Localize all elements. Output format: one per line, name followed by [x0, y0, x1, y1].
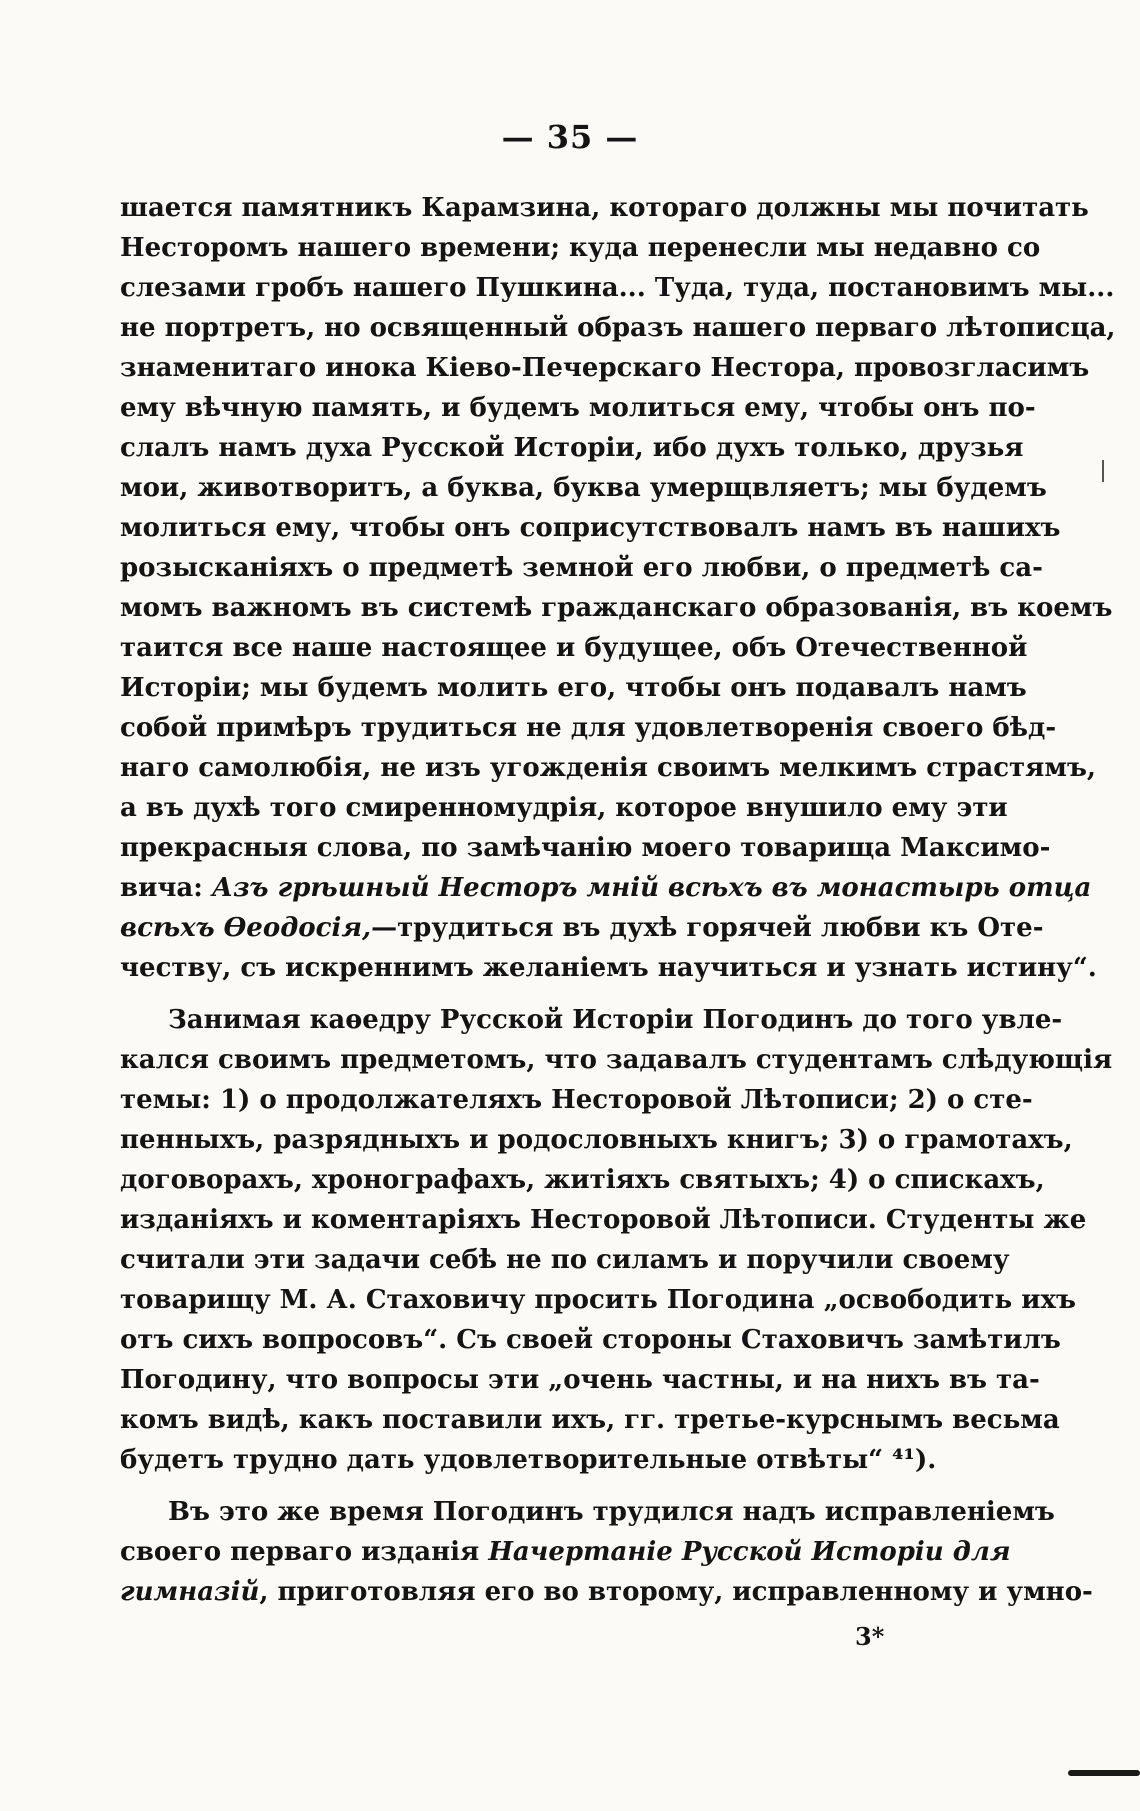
text-line: комъ видѣ, какъ поставили ихъ, гг. третье-курснымъ весьма — [120, 1405, 1060, 1435]
text-line: знаменитаго инока Кіево-Печерскаго Нестора, провозгласимъ — [120, 353, 1090, 383]
text-run: , приготовляя его во второму, исправленному и умно- — [259, 1577, 1093, 1607]
text-line: не портретъ, но освященный образъ нашего перваго лѣтописца, — [120, 313, 1116, 343]
text-line: договорахъ, хронографахъ, житіяхъ святыхъ; 4) о спискахъ, — [120, 1165, 1045, 1195]
paragraph-3 — [120, 1492, 1093, 1612]
text-line: наго самолюбія, не изъ угожденія своимъ мелкимъ страстямъ, — [120, 753, 1096, 783]
italic-quote: Азъ грѣшный Несторъ мнiй всѣхъ въ монастырь отца — [211, 873, 1092, 903]
italic-quote: всѣхъ Ѳеодосія, — [120, 913, 372, 943]
text-run: —трудиться въ духѣ горячей любви къ Оте- — [371, 913, 1044, 943]
text-line: собой примѣръ трудиться не для удовлетворенія своего бѣд- — [120, 713, 1057, 743]
italic-title: гимназій — [120, 1577, 260, 1607]
text-run: своего перваго изданія — [120, 1537, 489, 1567]
page-number: — 35 — — [501, 118, 639, 156]
text-line: прекрасныя слова, по замѣчанію моего товарища Максимо- — [120, 833, 1051, 863]
text-line: изданіяхъ и коментаріяхъ Несторовой Лѣтописи. Студенты же — [120, 1205, 1087, 1235]
text-line: товарищу М. А. Стаховичу просить Погодина „освободить ихъ — [120, 1285, 1076, 1315]
text-line — [120, 868, 1092, 908]
text-line: отъ сихъ вопросовъ“. Съ своей стороны Стаховичъ замѣтилъ — [120, 1325, 1061, 1355]
text-line: честву, съ искреннимъ желаніемъ научиться и узнать истину“. — [120, 953, 1097, 983]
text-line: таится все наше настоящее и будущее, объ Отечественной — [120, 633, 1028, 663]
signature-mark: 3* — [855, 1622, 885, 1651]
text-line: Погодину, что вопросы эти „очень частны, и на нихъ въ та- — [120, 1365, 1040, 1395]
text-line: мои, животворитъ, а буква, буква умерщвляетъ; мы будемъ — [120, 473, 1047, 503]
text-line: будетъ трудно дать удовлетворительные отвѣты“ ⁴¹). — [120, 1445, 937, 1475]
text-line: слалъ намъ духа Русской Исторіи, ибо духъ только, друзья — [120, 433, 1024, 463]
text-line: считали эти задачи себѣ не по силамъ и поручили своему — [120, 1245, 1010, 1275]
text-line — [120, 908, 1044, 948]
text-line: шается памятникъ Карамзина, котораго должны мы почитать — [120, 193, 1089, 223]
paragraph-2 — [120, 1000, 1113, 1480]
italic-title: Начертаніе Русской Исторіи для — [488, 1537, 1011, 1567]
text-line: Несторомъ нашего времени; куда перенесли мы недавно со — [120, 233, 1041, 263]
text-line: розысканіяхъ о предметѣ земной его любви, о предметѣ са- — [120, 553, 1043, 583]
text-line: кался своимъ предметомъ, что задавалъ студентамъ слѣдующія — [120, 1045, 1113, 1075]
text-line: Занимая каѳедру Русской Исторіи Погодинъ до того увле- — [168, 1005, 1063, 1035]
text-line: Исторіи; мы будемъ молить его, чтобы онъ подавалъ намъ — [120, 673, 1027, 703]
margin-mark — [1102, 460, 1104, 482]
text-line: молиться ему, чтобы онъ соприсутствовалъ намъ въ нашихъ — [120, 513, 1061, 543]
text-line: Въ это же время Погодинъ трудился надъ исправленіемъ — [168, 1497, 1055, 1527]
text-line — [120, 1572, 1093, 1612]
text-line: темы: 1) о продолжателяхъ Несторовой Лѣтописи; 2) о сте- — [120, 1085, 1033, 1115]
text-line: пенныхъ, разрядныхъ и родословныхъ книгъ; 3) о грамотахъ, — [120, 1125, 1073, 1155]
text-line: ему вѣчную память, и будемъ молиться ему, чтобы онъ по- — [120, 393, 1036, 423]
text-line: а въ духѣ того смиренномудрія, которое внушило ему эти — [120, 793, 1008, 823]
text-line: момъ важномъ въ системѣ гражданскаго образованія, въ коемъ — [120, 593, 1113, 623]
text-run: вича: — [120, 873, 212, 903]
paragraph-1 — [120, 188, 1116, 988]
text-line: слезами гробъ нашего Пушкина... Туда, туда, постановимъ мы... — [120, 273, 1115, 303]
edge-dash — [1068, 1770, 1140, 1776]
text-line — [120, 1532, 1011, 1572]
body-text — [120, 188, 1116, 1612]
